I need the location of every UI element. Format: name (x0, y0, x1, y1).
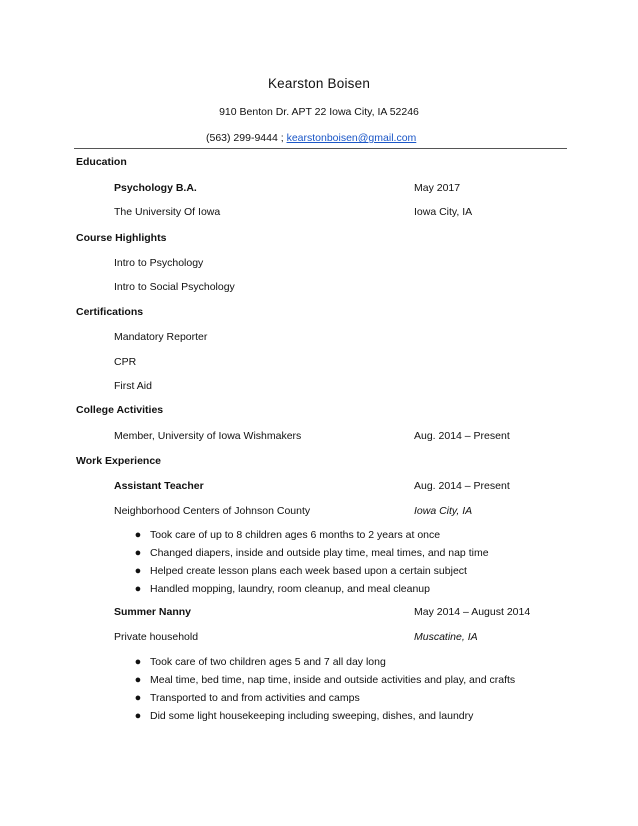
job-employer: Neighborhood Centers of Johnson County (114, 505, 311, 517)
course-item: Intro to Psychology (114, 257, 204, 269)
job-bullet: Took care of two children ages 5 and 7 all day long (150, 656, 386, 668)
course-highlights-heading: Course Highlights (76, 232, 167, 244)
job-bullet: Meal time, bed time, nap time, inside and outside activities and play, and crafts (150, 674, 516, 686)
job-title: Summer Nanny (114, 606, 192, 618)
header-divider (74, 148, 567, 149)
address-line: 910 Benton Dr. APT 22 Iowa City, IA 52246 (219, 106, 419, 118)
job-employer: Private household (114, 631, 199, 643)
degree: Psychology B.A. (114, 182, 197, 194)
job-location: Muscatine, IA (414, 631, 478, 643)
college-activity: Member, University of Iowa Wishmakers (114, 430, 302, 442)
bullet-icon: ● (134, 583, 142, 595)
bullet-icon: ● (134, 529, 142, 541)
certification-item: First Aid (114, 380, 152, 392)
college-activity-date: Aug. 2014 – Present (414, 430, 510, 442)
bullet-icon: ● (134, 547, 142, 559)
bullet-icon: ● (134, 565, 142, 577)
bullet-icon: ● (134, 656, 142, 668)
certification-item: Mandatory Reporter (114, 331, 208, 343)
applicant-name: Kearston Boisen (267, 76, 371, 91)
email-link[interactable]: kearstonboisen@gmail.com (286, 132, 417, 144)
certifications-heading: Certifications (76, 306, 144, 318)
job-bullet: Helped create lesson plans each week based upon a certain subject (150, 565, 467, 577)
school-location: Iowa City, IA (414, 206, 473, 218)
school-name: The University Of Iowa (114, 206, 221, 218)
job-bullet: Handled mopping, laundry, room cleanup, and meal cleanup (150, 583, 430, 595)
phone-number: (563) 299-9444 ; (206, 132, 284, 144)
bullet-icon: ● (134, 692, 142, 704)
job-date: May 2014 – August 2014 (414, 606, 531, 618)
job-bullet: Changed diapers, inside and outside play time, meal times, and nap time (150, 547, 489, 559)
job-location: Iowa City, IA (414, 505, 473, 517)
job-date: Aug. 2014 – Present (414, 480, 510, 492)
bullet-icon: ● (134, 710, 142, 722)
education-heading: Education (76, 156, 127, 168)
job-bullet: Did some light housekeeping including sweeping, dishes, and laundry (150, 710, 474, 722)
work-experience-heading: Work Experience (76, 455, 162, 467)
job-bullet: Transported to and from activities and camps (150, 692, 360, 704)
college-activities-heading: College Activities (76, 404, 164, 416)
course-item: Intro to Social Psychology (114, 281, 235, 293)
certification-item: CPR (114, 356, 137, 368)
job-bullet: Took care of up to 8 children ages 6 months to 2 years at once (150, 529, 441, 541)
bullet-icon: ● (134, 674, 142, 686)
graduation-date: May 2017 (414, 182, 461, 194)
job-title: Assistant Teacher (114, 480, 204, 492)
contact-line (206, 132, 416, 144)
